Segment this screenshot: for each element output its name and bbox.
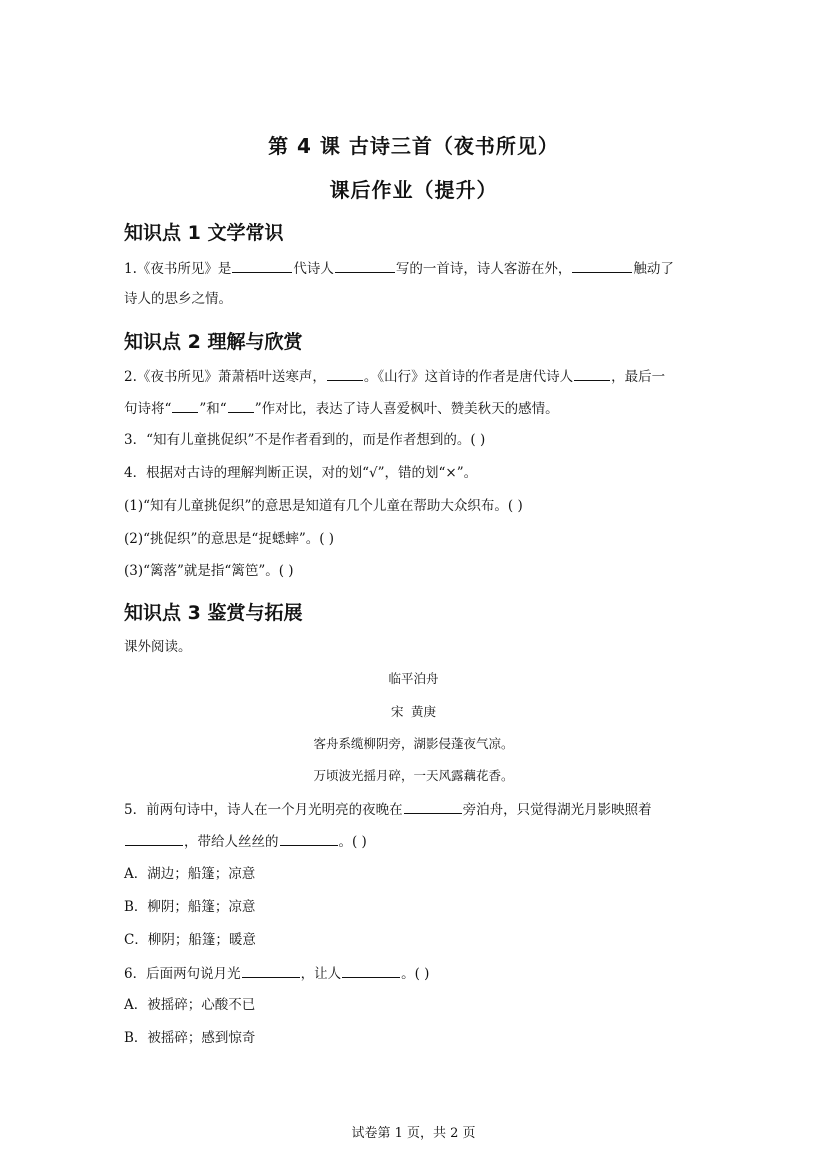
- poem-title: 临平泊舟: [388, 671, 439, 686]
- q6-option-a: A．被摇碎；心酸不已: [124, 997, 256, 1013]
- q6-blank-feeling: [342, 963, 400, 978]
- q1-blank-poet: [335, 258, 395, 273]
- q5-option-b: B．柳阴；船篷；凉意: [124, 899, 256, 915]
- page-footer: 试卷第 1 页，共 2 页: [351, 1126, 476, 1141]
- q6-text-b: ，让人: [300, 966, 342, 982]
- page-title: 第 4 课 古诗三首（夜书所见）: [268, 134, 559, 158]
- question-6: [124, 963, 704, 984]
- question-2-line-2: [124, 398, 704, 419]
- q5-blank-object: [125, 831, 183, 846]
- q1-blank-dynasty: [232, 258, 292, 273]
- q5-text-d: 。( ): [338, 834, 367, 850]
- q5-blank-place: [404, 799, 462, 814]
- q5-blank-feeling: [280, 831, 338, 846]
- q5-option-a: A．湖边；船篷；凉意: [124, 866, 256, 882]
- q2-blank-poet: [574, 366, 610, 381]
- question-1-line-1: [124, 258, 704, 279]
- section-heading-1: 知识点 1 文学常识: [124, 222, 284, 244]
- q2-blank-line: [327, 366, 363, 381]
- q2-text-b: 。《山行》这首诗的作者是唐代诗人: [363, 369, 574, 385]
- page-subtitle: 课后作业（提升）: [329, 178, 498, 202]
- question-3: 3．“知有儿童挑促织”不是作者看到的，而是作者想到的。( ): [124, 432, 486, 448]
- question-5-line-1: [124, 799, 704, 820]
- question-5-line-2: [124, 831, 704, 852]
- question-1-line-2: 诗人的思乡之情。: [124, 291, 232, 307]
- question-4-3: (3)“篱落”就是指“篱笆”。( ): [124, 563, 294, 579]
- q5-text-c: ，带给人丝丝的: [184, 834, 279, 850]
- q1-blank-trigger: [572, 258, 632, 273]
- q2-blank-compare-2: [228, 398, 254, 413]
- q6-text-a: 6．后面两句说月光: [124, 966, 241, 982]
- section-heading-3: 知识点 3 鉴赏与拓展: [124, 602, 303, 624]
- q2-text-e: ”和“: [199, 401, 227, 417]
- q6-text-c: 。( ): [401, 966, 430, 982]
- question-4-2: (2)“挑促织”的意思是“捉蟋蟀”。( ): [124, 531, 335, 547]
- q2-text-c: ，最后一: [611, 369, 666, 385]
- poem-author: 宋 黄庚: [390, 704, 437, 719]
- question-4: 4．根据对古诗的理解判断正误，对的划“√”，错的划“×”。: [124, 465, 478, 481]
- poem-line-1: 客舟系缆柳阴旁，湖影侵蓬夜气凉。: [313, 736, 514, 751]
- q2-text-f: ”作对比，表达了诗人喜爱枫叶、赞美秋天的感情。: [254, 401, 559, 417]
- section-heading-2: 知识点 2 理解与欣赏: [124, 331, 303, 353]
- q1-text-b: 代诗人: [293, 261, 334, 277]
- q2-text-a: 2.《夜书所见》萧萧梧叶送寒声，: [124, 369, 326, 385]
- question-4-1: (1)“知有儿童挑促织”的意思是知道有几个儿童在帮助大众织布。( ): [124, 498, 523, 514]
- q1-text-a: 1.《夜书所见》是: [124, 261, 232, 277]
- q5-option-c: C．柳阴；船篷；暖意: [124, 932, 256, 948]
- reading-intro: 课外阅读。: [124, 639, 192, 655]
- q5-text-a: 5．前两句诗中，诗人在一个月光明亮的夜晚在: [124, 802, 403, 818]
- question-2-line-1: [124, 366, 704, 387]
- q6-option-b: B．被摇碎；感到惊奇: [124, 1030, 256, 1046]
- q5-text-b: 旁泊舟，只觉得湖光月影映照着: [462, 802, 652, 818]
- q1-text-d: 触动了: [633, 261, 674, 277]
- q2-blank-compare-1: [172, 398, 198, 413]
- q1-text-c: 写的一首诗，诗人客游在外，: [395, 261, 572, 277]
- q2-text-d: 句诗将“: [124, 401, 172, 417]
- q6-blank-moonlight: [242, 963, 300, 978]
- poem-line-2: 万顷波光摇月碎，一天风露藕花香。: [313, 768, 514, 783]
